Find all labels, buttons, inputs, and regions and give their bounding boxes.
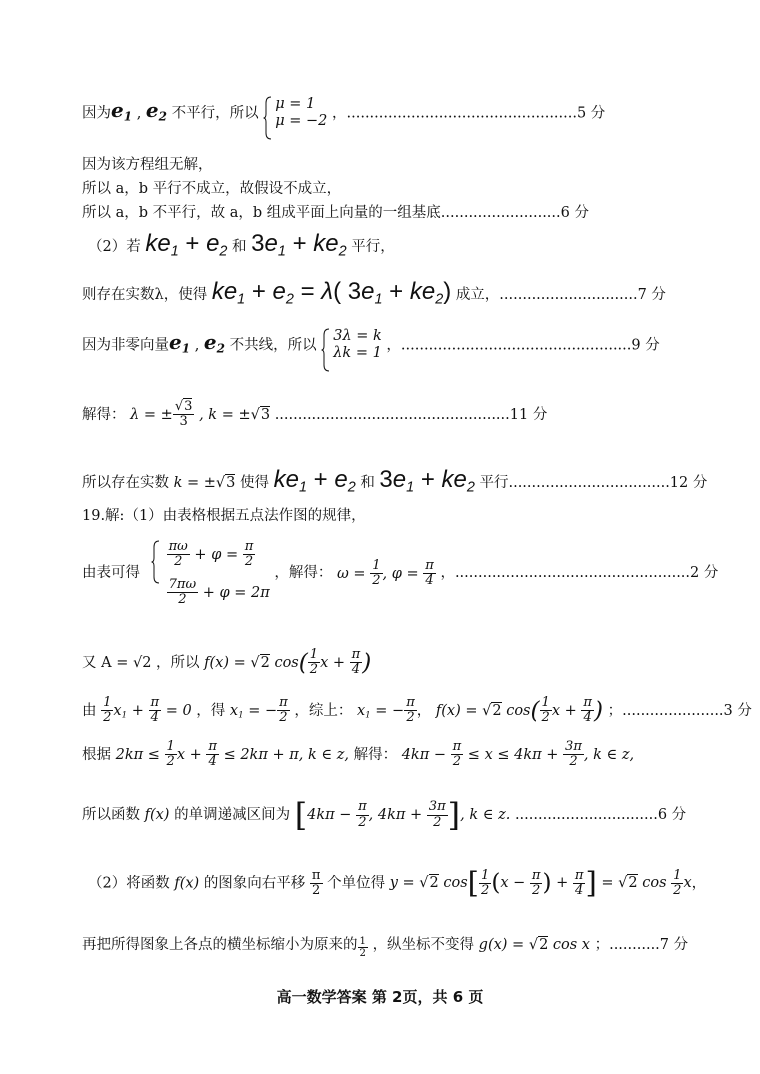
- text: ，解得：: [274, 564, 333, 581]
- expr-lambda-equation: $ke_1 + e_2 = \lambda$( $3e_1 + ke_2$): [211, 278, 452, 308]
- score-marker: ...................................................11 分: [274, 406, 548, 423]
- vector-e2: $e_2$: [203, 330, 226, 356]
- expr-3e1-ke2: $3e_1 + ke_2$: [379, 466, 475, 496]
- equation-system: [321, 328, 382, 363]
- score-marker: 平行...................................12 分: [479, 475, 708, 491]
- score-marker: ...............................6 分: [514, 807, 687, 824]
- brace-icon: [263, 96, 272, 140]
- equation-row: μ = −2: [275, 113, 328, 130]
- math-interval: [4kπ − $\frac{\pi}{2}$ , 4kπ + $\frac{3\pi}{2}$ ], k ∈ z.: [294, 796, 511, 834]
- page-footer: 高一数学答案 第 2页，共 6 页: [276, 988, 484, 1006]
- text: （2）将函数: [88, 875, 170, 892]
- line-7: 因为非零向量$e_1$ , $e_2$ 不共线，所以 3λ = k λk = 1 ，..................................................9 分: [82, 328, 660, 363]
- line-12: [82, 648, 371, 678]
- vector-e1: $e_1$: [169, 330, 191, 356]
- math-solution: ω = $\frac{1}{2}$ , φ = $\frac{\pi}{4}$: [337, 557, 434, 589]
- score-marker: ，..................................................9 分: [386, 337, 660, 354]
- math-shifted-function: y = √2 cos[ $\frac{1}{2}$ (x − $\frac{\pi}{2}$ ) + $\frac{\pi}{4}$ ] = √2 cos $\frac{1}{2}$ x: [389, 866, 692, 900]
- text: 使得: [240, 475, 269, 491]
- expr-3e1-ke2: $3e_1 + ke_2$: [251, 230, 347, 260]
- text: 由表可得: [82, 564, 140, 581]
- math-half: $\frac{1}{2}$: [359, 936, 366, 960]
- text: 所以存在实数: [82, 475, 169, 491]
- vector-e2: $e_2$: [145, 98, 168, 124]
- score-marker: ，..................................................5 分: [332, 105, 606, 122]
- math-inequality: 4kπ − $\frac{\pi}{2}$ ≤ x ≤ 4kπ + $\frac{3\pi}{2}$ , k ∈ z,: [401, 739, 635, 770]
- text: 因为非零向量: [82, 337, 169, 354]
- text: 和: [360, 475, 375, 491]
- math-k-value: k = ±√3: [173, 475, 236, 491]
- text: ，纵坐标不变得: [372, 937, 475, 953]
- expr-ke1-e2: $ke_1 + e_2$: [273, 466, 356, 496]
- expr-ke1-e2: $ke_1 + e_2$: [145, 230, 228, 260]
- text: 的单调递减区间为: [174, 807, 291, 824]
- text: 根据: [82, 746, 111, 763]
- line-5: [88, 230, 395, 261]
- math-function: f(x) = √2 cos( $\frac{1}{2}$ x + $\frac{\pi}{4}$ ): [435, 695, 604, 726]
- text: 由: [82, 702, 97, 719]
- line-15: [82, 796, 686, 834]
- line-8: [82, 400, 547, 430]
- text: 又 A = √2 ，所以: [82, 654, 200, 671]
- math-fx: f(x): [144, 807, 170, 824]
- text: 解得：: [353, 746, 398, 763]
- text: 不共线，所以: [229, 337, 317, 354]
- equation-row: $\frac{\pi\omega}{2}$ + φ = $\frac{\pi}{2}$: [168, 539, 254, 570]
- text: 再把所得图象上各点的横坐标缩小为原来的: [82, 937, 358, 953]
- text: ，得: [196, 702, 226, 719]
- math-function: f(x) = √2 cos( $\frac{1}{2}$ x + $\frac{\pi}{4}$ ): [204, 647, 372, 678]
- line-10: 19.解:（1）由表格根据五点法作图的规律，: [82, 508, 366, 524]
- text: 个单位得: [327, 875, 386, 892]
- math-x1: $x_1$ = − $\frac{\pi}{2}$: [229, 695, 288, 726]
- equation-system: [263, 96, 327, 131]
- score-marker: 成立，..............................7 分: [455, 287, 666, 303]
- text: 和: [232, 239, 247, 255]
- text: 不平行，所以: [171, 105, 259, 122]
- text: 平行，: [351, 239, 395, 255]
- text: 解得：: [82, 406, 126, 423]
- math-solution: λ = ± $\frac{√3}{3}$ , k = ±√3: [130, 399, 271, 430]
- equation-system: [151, 540, 270, 607]
- math-x1: $x_1$ = − $\frac{\pi}{2}$: [356, 695, 415, 726]
- text: 所以函数: [82, 807, 140, 824]
- brace-icon: [151, 540, 160, 584]
- line-3: 所以 a，b 平行不成立，故假设不成立，: [82, 181, 342, 197]
- equation-row: 3λ = k: [333, 328, 382, 344]
- line-4: 所以 a，b 不平行，故 a，b 组成平面上向量的一组基底..........................6 分: [82, 205, 589, 221]
- text: 则存在实数λ，使得: [82, 287, 208, 303]
- line-14: [82, 740, 634, 770]
- text: （2）若: [88, 239, 141, 255]
- score-marker: ；......................3 分: [607, 702, 752, 719]
- line-6: [82, 278, 666, 309]
- math-equation: $\frac{1}{2}$ $x_1$ + $\frac{\pi}{4}$ = 0: [103, 695, 192, 726]
- equation-row: μ = 1: [275, 96, 316, 112]
- line-17: [82, 936, 688, 959]
- math-inequality: 2kπ ≤ $\frac{1}{2}$ x + $\frac{\pi}{4}$ ≤ 2kπ + π, k ∈ z,: [115, 739, 349, 770]
- brace-icon: [321, 328, 330, 372]
- line-13: 由 $\frac{1}{2}$ $x_1$ + $\frac{\pi}{4}$ = 0 ，得 $x_1$ = − $\frac{\pi}{2}$ ，综上： $x_1$ = − $\frac{\pi}{2}$ ， f(x) = √2 cos( $\frac{1}{2}$ x + $\frac{\pi}{4}$ ) ；......................3 分: [82, 695, 752, 726]
- line-2: 因为该方程组无解，: [82, 157, 213, 173]
- text: 的图象向右平移: [203, 875, 306, 892]
- vector-e1: $e_1$: [111, 98, 133, 124]
- line-9: [82, 466, 707, 497]
- equation-row: λk = 1: [333, 345, 382, 362]
- math-g-function: g(x) = √2 cos x: [478, 937, 590, 953]
- line-11: [82, 540, 718, 607]
- text: 因为: [82, 105, 111, 122]
- line-16: （2）将函数 f(x) 的图象向右平移 $\frac{\pi}{2}$ 个单位得 y = √2 cos[ $\frac{1}{2}$ (x − $\frac{\pi}{2}$ ) + $\frac{\pi}{4}$ ] = √2 cos $\frac{1}{2}$ x，: [88, 866, 707, 900]
- equation-row: $\frac{7\pi\omega}{2}$ + φ = 2π: [168, 576, 270, 608]
- math-fx: f(x): [174, 875, 200, 892]
- score-marker: ；...........7 分: [594, 937, 689, 953]
- score-marker: ，...................................................2 分: [440, 564, 719, 581]
- math-shift: $\frac{\pi}{2}$: [311, 867, 321, 898]
- line-1: 因为$e_1$ , $e_2$ 不平行，所以 μ = 1 μ = −2 ，..................................................5 分: [82, 96, 605, 131]
- text: ，综上：: [294, 702, 353, 719]
